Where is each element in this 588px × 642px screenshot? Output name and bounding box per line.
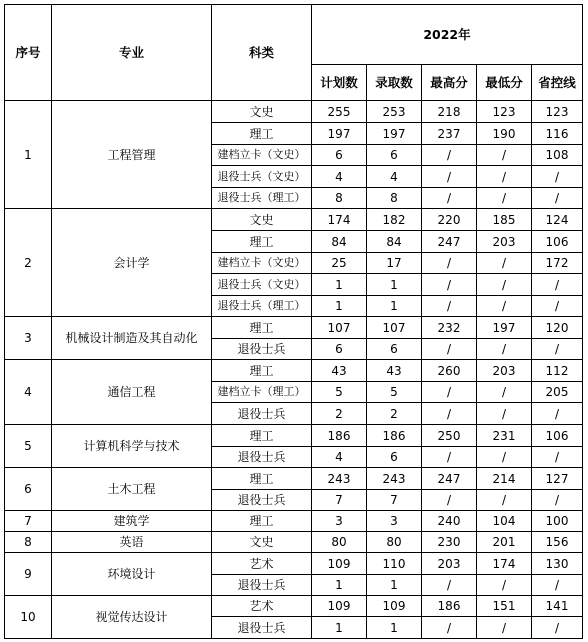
cell-provincial: /: [532, 617, 583, 639]
cell-min: 190: [477, 123, 532, 145]
cell-admitted: 182: [367, 209, 422, 231]
cell-admitted: 1: [367, 617, 422, 639]
cell-max: /: [422, 490, 477, 511]
cell-provincial: /: [532, 403, 583, 425]
table-row: [5, 317, 583, 339]
cell-admitted: 243: [367, 468, 422, 490]
cell-max: /: [422, 188, 477, 209]
cell-admitted: 186: [367, 425, 422, 447]
table-body: [5, 101, 583, 639]
cell-max: 230: [422, 532, 477, 553]
cell-admitted: 6: [367, 145, 422, 166]
cell-no: 1: [5, 101, 52, 209]
cell-provincial: 130: [532, 553, 583, 575]
cell-major: 工程管理: [52, 101, 212, 209]
cell-major: 会计学: [52, 209, 212, 317]
cell-category: 艺术: [212, 596, 312, 617]
cell-max: /: [422, 403, 477, 425]
cell-min: /: [477, 339, 532, 360]
cell-plan: 25: [312, 253, 367, 274]
table-row: [5, 209, 583, 231]
cell-provincial: 120: [532, 317, 583, 339]
cell-min: /: [477, 166, 532, 188]
cell-admitted: 2: [367, 403, 422, 425]
cell-admitted: 107: [367, 317, 422, 339]
cell-admitted: 197: [367, 123, 422, 145]
cell-provincial: /: [532, 188, 583, 209]
cell-max: /: [422, 382, 477, 403]
cell-plan: 197: [312, 123, 367, 145]
cell-category: 退役士兵（理工）: [212, 188, 312, 209]
cell-plan: 255: [312, 101, 367, 123]
cell-category: 文史: [212, 532, 312, 553]
cell-admitted: 110: [367, 553, 422, 575]
cell-min: /: [477, 617, 532, 639]
header-major: 专业: [52, 5, 212, 101]
cell-no: 7: [5, 511, 52, 532]
header-provincial: 省控线: [532, 65, 583, 101]
cell-max: /: [422, 274, 477, 296]
cell-plan: 4: [312, 166, 367, 188]
cell-provincial: 112: [532, 360, 583, 382]
cell-category: 退役士兵（文史）: [212, 274, 312, 296]
table-row: [5, 596, 583, 617]
cell-min: 201: [477, 532, 532, 553]
table-header: [5, 5, 583, 101]
cell-plan: 4: [312, 447, 367, 468]
cell-category: 建档立卡（文史）: [212, 145, 312, 166]
cell-max: /: [422, 253, 477, 274]
cell-admitted: 6: [367, 447, 422, 468]
cell-category: 理工: [212, 360, 312, 382]
cell-category: 建档立卡（文史）: [212, 253, 312, 274]
cell-admitted: 8: [367, 188, 422, 209]
cell-provincial: /: [532, 166, 583, 188]
cell-category: 建档立卡（理工）: [212, 382, 312, 403]
table-row: [5, 425, 583, 447]
cell-min: /: [477, 575, 532, 596]
cell-category: 退役士兵: [212, 403, 312, 425]
cell-provincial: 123: [532, 101, 583, 123]
cell-no: 9: [5, 553, 52, 596]
cell-min: /: [477, 253, 532, 274]
cell-max: 260: [422, 360, 477, 382]
cell-category: 退役士兵: [212, 447, 312, 468]
cell-plan: 2: [312, 403, 367, 425]
cell-no: 8: [5, 532, 52, 553]
cell-major: 土木工程: [52, 468, 212, 511]
cell-major: 机械设计制造及其自动化: [52, 317, 212, 360]
cell-plan: 174: [312, 209, 367, 231]
admission-table: [4, 4, 583, 639]
cell-min: 123: [477, 101, 532, 123]
cell-provincial: /: [532, 339, 583, 360]
cell-provincial: /: [532, 490, 583, 511]
cell-min: 231: [477, 425, 532, 447]
cell-max: 203: [422, 553, 477, 575]
cell-admitted: 43: [367, 360, 422, 382]
cell-no: 10: [5, 596, 52, 639]
table-row: [5, 553, 583, 575]
cell-plan: 5: [312, 382, 367, 403]
cell-plan: 1: [312, 274, 367, 296]
cell-provincial: /: [532, 296, 583, 317]
cell-no: 6: [5, 468, 52, 511]
cell-plan: 243: [312, 468, 367, 490]
cell-category: 艺术: [212, 553, 312, 575]
cell-max: /: [422, 447, 477, 468]
cell-min: 104: [477, 511, 532, 532]
cell-provincial: /: [532, 575, 583, 596]
cell-max: 220: [422, 209, 477, 231]
cell-admitted: 17: [367, 253, 422, 274]
cell-major: 环境设计: [52, 553, 212, 596]
cell-max: /: [422, 575, 477, 596]
cell-major: 建筑学: [52, 511, 212, 532]
cell-admitted: 109: [367, 596, 422, 617]
cell-category: 理工: [212, 425, 312, 447]
cell-provincial: 100: [532, 511, 583, 532]
cell-max: /: [422, 617, 477, 639]
cell-min: 214: [477, 468, 532, 490]
header-min: 最低分: [477, 65, 532, 101]
cell-plan: 1: [312, 617, 367, 639]
cell-plan: 8: [312, 188, 367, 209]
table-row: [5, 101, 583, 123]
cell-plan: 3: [312, 511, 367, 532]
cell-plan: 1: [312, 296, 367, 317]
cell-provincial: 156: [532, 532, 583, 553]
cell-min: 203: [477, 231, 532, 253]
cell-plan: 186: [312, 425, 367, 447]
cell-category: 退役士兵: [212, 490, 312, 511]
cell-plan: 109: [312, 596, 367, 617]
cell-min: /: [477, 296, 532, 317]
cell-major: 计算机科学与技术: [52, 425, 212, 468]
cell-plan: 84: [312, 231, 367, 253]
cell-plan: 7: [312, 490, 367, 511]
cell-plan: 6: [312, 339, 367, 360]
cell-min: /: [477, 188, 532, 209]
cell-category: 理工: [212, 317, 312, 339]
cell-no: 2: [5, 209, 52, 317]
cell-plan: 109: [312, 553, 367, 575]
cell-provincial: 108: [532, 145, 583, 166]
cell-min: /: [477, 382, 532, 403]
cell-major: 英语: [52, 532, 212, 553]
cell-max: 237: [422, 123, 477, 145]
cell-plan: 6: [312, 145, 367, 166]
cell-admitted: 84: [367, 231, 422, 253]
cell-category: 退役士兵: [212, 575, 312, 596]
cell-category: 理工: [212, 231, 312, 253]
cell-category: 理工: [212, 123, 312, 145]
header-year: 2022年: [312, 5, 583, 65]
cell-plan: 1: [312, 575, 367, 596]
cell-min: 151: [477, 596, 532, 617]
cell-category: 理工: [212, 468, 312, 490]
cell-admitted: 4: [367, 166, 422, 188]
cell-category: 退役士兵（文史）: [212, 166, 312, 188]
cell-major: 视觉传达设计: [52, 596, 212, 639]
cell-category: 文史: [212, 209, 312, 231]
cell-admitted: 5: [367, 382, 422, 403]
cell-min: /: [477, 274, 532, 296]
cell-max: 232: [422, 317, 477, 339]
header-no: 序号: [5, 5, 52, 101]
header-category: 科类: [212, 5, 312, 101]
cell-provincial: 172: [532, 253, 583, 274]
table-row: [5, 468, 583, 490]
cell-max: /: [422, 145, 477, 166]
cell-max: /: [422, 339, 477, 360]
cell-min: /: [477, 145, 532, 166]
cell-admitted: 80: [367, 532, 422, 553]
cell-max: 250: [422, 425, 477, 447]
cell-plan: 80: [312, 532, 367, 553]
cell-category: 文史: [212, 101, 312, 123]
cell-provincial: 141: [532, 596, 583, 617]
cell-provincial: 205: [532, 382, 583, 403]
cell-admitted: 3: [367, 511, 422, 532]
cell-plan: 43: [312, 360, 367, 382]
cell-no: 5: [5, 425, 52, 468]
cell-no: 3: [5, 317, 52, 360]
cell-max: /: [422, 296, 477, 317]
cell-provincial: /: [532, 274, 583, 296]
cell-admitted: 1: [367, 575, 422, 596]
cell-admitted: 1: [367, 274, 422, 296]
cell-provincial: 106: [532, 231, 583, 253]
cell-category: 退役士兵: [212, 339, 312, 360]
table-row: [5, 511, 583, 532]
cell-admitted: 253: [367, 101, 422, 123]
cell-provincial: 124: [532, 209, 583, 231]
cell-major: 通信工程: [52, 360, 212, 425]
cell-admitted: 6: [367, 339, 422, 360]
table-row: [5, 532, 583, 553]
cell-provincial: 106: [532, 425, 583, 447]
cell-min: /: [477, 403, 532, 425]
cell-category: 退役士兵（理工）: [212, 296, 312, 317]
cell-min: 185: [477, 209, 532, 231]
cell-provincial: 127: [532, 468, 583, 490]
cell-provincial: /: [532, 447, 583, 468]
cell-max: 247: [422, 231, 477, 253]
cell-max: 240: [422, 511, 477, 532]
cell-admitted: 7: [367, 490, 422, 511]
header-plan: 计划数: [312, 65, 367, 101]
header-max: 最高分: [422, 65, 477, 101]
cell-category: 退役士兵: [212, 617, 312, 639]
table-row: [5, 360, 583, 382]
cell-category: 理工: [212, 511, 312, 532]
cell-min: /: [477, 490, 532, 511]
cell-admitted: 1: [367, 296, 422, 317]
cell-min: 203: [477, 360, 532, 382]
cell-max: 218: [422, 101, 477, 123]
cell-max: 247: [422, 468, 477, 490]
cell-plan: 107: [312, 317, 367, 339]
cell-no: 4: [5, 360, 52, 425]
cell-provincial: 116: [532, 123, 583, 145]
cell-max: 186: [422, 596, 477, 617]
cell-min: /: [477, 447, 532, 468]
header-admitted: 录取数: [367, 65, 422, 101]
cell-max: /: [422, 166, 477, 188]
cell-min: 197: [477, 317, 532, 339]
cell-min: 174: [477, 553, 532, 575]
